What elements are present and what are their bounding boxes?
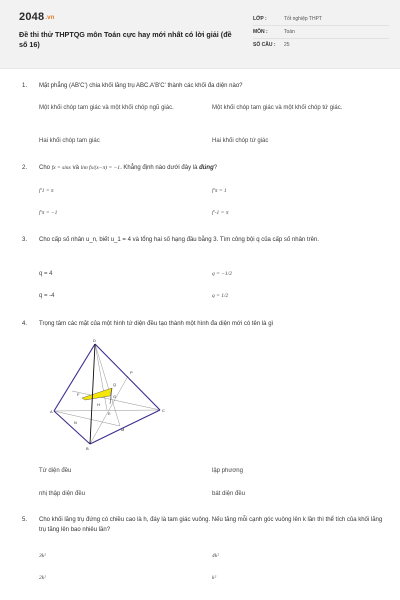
logo-suffix: .vn	[45, 15, 55, 21]
meta-value: Tốt nghiệp THPT	[284, 16, 322, 22]
meta-row-subject	[253, 26, 389, 39]
math-expression: lim fx/(x−π) = −1	[80, 165, 121, 171]
meta-row-class	[253, 13, 389, 26]
question-stem: Cho khối lăng trụ đứng có chiều cao là h, đáy là tam giác vuông. Nếu tăng mỗi cạnh góc vuông lên k lần thì thể tích của khối lăng trụ tăng lên bao nhiêu lần?	[39, 517, 383, 533]
question-number: 1.	[22, 83, 28, 89]
point-label: N	[74, 420, 77, 425]
option-d[interactable]: q = 1/2	[212, 293, 229, 299]
emphasis-text: đúng	[199, 165, 214, 171]
exam-title: Đề thi thử THPTQG môn Toán cực hay mới nhất có lời giải (đề số 16)	[19, 30, 232, 49]
option-c[interactable]: nhị thập diện đều	[39, 491, 86, 497]
meta-key: LỚP :	[253, 16, 267, 22]
exam-meta	[253, 13, 389, 51]
stem-text: và	[70, 165, 81, 171]
option-a[interactable]: Một khối chóp tam giác và một khối chóp ngũ giác.	[39, 105, 174, 111]
page-header	[0, 0, 400, 69]
point-label: G	[113, 394, 117, 399]
option-a[interactable]: q = 4	[39, 271, 53, 277]
meta-key: SỐ CÂU :	[253, 42, 276, 48]
logo-main: 2048	[19, 11, 45, 23]
vertex-label: D	[93, 338, 96, 343]
question-stem: Trọng tâm các mặt của một hình tứ diện đều tạo thành một hình đa diện mới có tên là gì	[39, 321, 274, 327]
option-d[interactable]: f'-1 = π	[212, 210, 229, 216]
option-a[interactable]: f'1 = π	[39, 188, 54, 194]
tetrahedron-figure	[50, 336, 170, 451]
point-label: E	[108, 411, 111, 416]
option-d[interactable]: bát diện đều	[212, 491, 246, 497]
edge-da	[54, 344, 95, 411]
point-label: F	[77, 392, 80, 397]
option-b[interactable]: lập phương	[212, 468, 243, 474]
point-label: H	[97, 402, 100, 407]
option-d[interactable]: k²	[212, 575, 217, 581]
option-c[interactable]: q = -4	[39, 293, 55, 299]
meta-row-count	[253, 39, 389, 51]
option-b[interactable]: f'π = 1	[212, 188, 227, 194]
site-logo[interactable]	[19, 11, 55, 23]
option-c[interactable]: f'π = −1	[39, 210, 58, 216]
option-b[interactable]: q = −1/2	[212, 271, 232, 277]
question-stem: Cho cấp số nhân u_n, biết u_1 = 4 và tổng hai số hạng đầu bằng 3. Tìm công bội q của cấp số nhân trên.	[39, 237, 319, 243]
vertex-label: C	[162, 408, 165, 413]
hidden-edge	[54, 410, 160, 411]
point-label: M	[121, 427, 125, 432]
meta-value: Toán	[284, 29, 295, 35]
edge-ab	[54, 411, 90, 444]
option-a[interactable]: 3k²	[39, 553, 46, 559]
edge-dc	[95, 344, 160, 410]
option-a[interactable]: Tứ diện đều	[39, 468, 72, 474]
question-number: 4.	[22, 321, 28, 327]
vertex-label: A	[50, 409, 53, 414]
vertex-label: B	[86, 446, 89, 451]
question-stem	[39, 164, 384, 174]
question-stem: Mặt phẳng (AB'C') chia khối lăng trụ ABC.A'B'C' thành các khối đa diện nào?	[39, 83, 243, 89]
option-b[interactable]: 4k²	[212, 553, 219, 559]
meta-key: MÔN :	[253, 29, 268, 35]
stem-text: Cho	[39, 165, 52, 171]
point-label: P	[130, 370, 133, 375]
stem-text: . Khẳng định nào dưới đây là	[120, 165, 200, 171]
meta-value: 25	[284, 42, 290, 48]
stem-text: ?	[213, 165, 218, 171]
option-c[interactable]: 2k²	[39, 575, 46, 581]
question-number: 5.	[22, 517, 28, 523]
point-label: Q	[113, 382, 117, 387]
option-b[interactable]: Một khối chóp tam giác và một khối chóp tứ giác.	[212, 105, 343, 111]
question-number: 2.	[22, 165, 28, 171]
median-line	[90, 376, 128, 444]
math-expression: fx = sinx	[51, 165, 71, 171]
option-c[interactable]: Hai khối chóp tam giác	[39, 138, 100, 144]
option-d[interactable]: Hai khối chóp tứ giác	[212, 138, 269, 144]
question-number: 3.	[22, 237, 28, 243]
edge-bc	[90, 410, 160, 444]
